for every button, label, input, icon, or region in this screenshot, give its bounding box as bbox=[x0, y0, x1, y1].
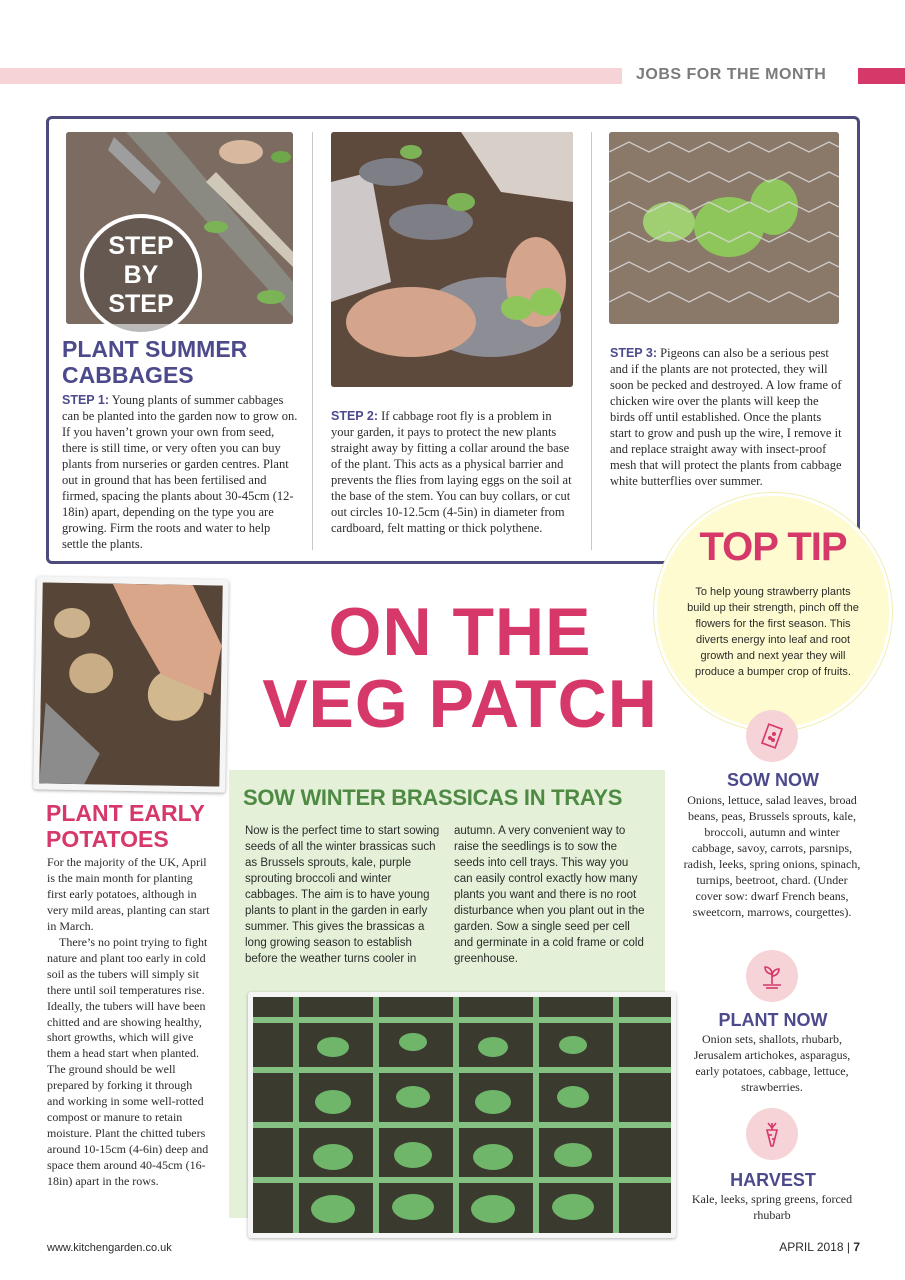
page-title-line2: VEG PATCH bbox=[262, 666, 658, 742]
footer-website: www.kitchengarden.co.uk bbox=[47, 1242, 172, 1254]
top-tip-title: TOP TIP bbox=[699, 525, 847, 569]
plant-now-title: PLANT NOW bbox=[718, 1010, 828, 1030]
step-3-label: STEP 3: bbox=[610, 346, 658, 360]
seedling-icon bbox=[746, 950, 798, 1002]
step-by-step-badge bbox=[80, 214, 202, 336]
column-divider bbox=[312, 132, 313, 550]
page-number: 7 bbox=[853, 1240, 860, 1254]
potatoes-para-1: For the majority of the UK, April is the main month for planting first early potatoes, although in very mild areas, planting can start in March. bbox=[47, 855, 210, 933]
step-1-body: Young plants of summer cabbages can be planted into the garden now to grow on. If you haven’t grown your own from seed, there is still time, or very often you can buy plants from nurseries or garden centres. Plant out in ground that has been fertilised and firmed, spacing the plants about 30-45cm (12-18in) apart, depending on the type you are growing. Firm the roots and water to help settle the plants. bbox=[62, 393, 298, 551]
step-2-label: STEP 2: bbox=[331, 409, 379, 423]
step-3-body: Pigeons can also be a serious pest and if the plants are not protected, they will soon be pecked and destroyed. A low frame of chicken wire over the plants will keep the birds off until established. Once the plants start to grow and push up the wire, I remove it and replace straight away with insect-proof mesh that will protect the plants from cabbage white butterflies over summer. bbox=[610, 346, 842, 488]
step-1-label: STEP 1: bbox=[62, 393, 110, 407]
footer-issue: APRIL 2018 | 7 bbox=[779, 1240, 860, 1254]
harvest-title: HARVEST bbox=[730, 1170, 816, 1190]
sow-now-text: Onions, lettuce, salad leaves, broad beans, peas, Brussels sprouts, kale, broccoli, autumn and winter cabbage, savoy, carrots, parsnips, radish, leeks, spring onions, spinach, turnips, beetroot, chard. (Under cover sow: dwarf French beans, sweetcorn, marrows, courgettes). bbox=[683, 793, 861, 919]
photo-seedling-trays bbox=[248, 992, 676, 1238]
footer-issue-date: APRIL 2018 bbox=[779, 1240, 844, 1254]
header-bar-accent bbox=[858, 68, 905, 84]
cabbages-title: PLANT SUMMER CABBAGES bbox=[62, 336, 248, 388]
step-2-text bbox=[331, 408, 573, 536]
carrot-icon bbox=[746, 1108, 798, 1160]
sow-now-title: SOW NOW bbox=[727, 770, 819, 790]
step-1-text bbox=[62, 392, 298, 552]
brassicas-col-1: Now is the perfect time to start sowing seeds of all the winter brassicas such as Brussels sprouts, kale, purple sprouting broccoli and winter cabbages. The aim is to have young plants to plant in the garden in early summer. This gives the brassicas a long growing season to establish before the weather turns cooler in bbox=[245, 825, 440, 965]
brassicas-title: SOW WINTER BRASSICAS IN TRAYS bbox=[243, 785, 623, 810]
potatoes-para-2: There’s no point trying to fight nature and plant too early in cold soil as the tubers will simply sit there until soil temperatures rise. Ideally, the tubers will have been chitted and are showing healthy, short growths, which will give them a head start when planted. The ground should be well prepared by forking it through and working in some well-rotted compost or manure to retain moisture. Plant the chitted tubers around 10-15cm (4-6in) deep and space them around 40-45cm (16-18in) apart in the rows. bbox=[47, 935, 209, 1188]
potatoes-title: PLANT EARLY POTATOES bbox=[46, 800, 205, 852]
seed-packet-icon bbox=[746, 710, 798, 762]
step-2-body: If cabbage root fly is a problem in your garden, it pays to protect the new plants straight away by fitting a collar around the base of the plant. This acts as a physical barrier and prevents the flies from laying eggs on the soil at the base of the stem. You can buy collars, or cut out circles 10-12.5cm (4-5in) in diameter from cardboard, felt matting or thick polythene. bbox=[331, 409, 572, 535]
page-title-line1: ON THE bbox=[328, 594, 592, 670]
section-label: JOBS FOR THE MONTH bbox=[636, 66, 827, 83]
plant-now-text: Onion sets, shallots, rhubarb, Jerusalem artichokes, asparagus, early potatoes, cabbage, lettuce, strawberries. bbox=[693, 1032, 851, 1094]
harvest-text: Kale, leeks, spring greens, forced rhubarb bbox=[691, 1192, 853, 1222]
header-bar bbox=[0, 68, 622, 84]
step-3-text bbox=[610, 345, 842, 489]
photo-chicken-wire bbox=[609, 132, 839, 324]
photo-potatoes bbox=[33, 576, 229, 792]
step-by-step-badge-text: STEP BY STEP bbox=[108, 231, 174, 318]
top-tip-text: To help young strawberry plants build up their strength, pinch off the flowers for the first season. This diverts energy into leaf and root growth and next year they will produce a bumper crop of fruits. bbox=[687, 586, 859, 678]
photo-fitting-collar bbox=[331, 132, 573, 387]
brassicas-col-2: autumn. A very convenient way to raise the seedlings is to sow the seeds into cell trays. This way you can easily control exactly how many plants you want and there is no root disturbance when you plant out in the garden. Sow a single seed per cell and germinate in a cold frame or cold greenhouse. bbox=[454, 825, 645, 965]
column-divider bbox=[591, 132, 592, 550]
